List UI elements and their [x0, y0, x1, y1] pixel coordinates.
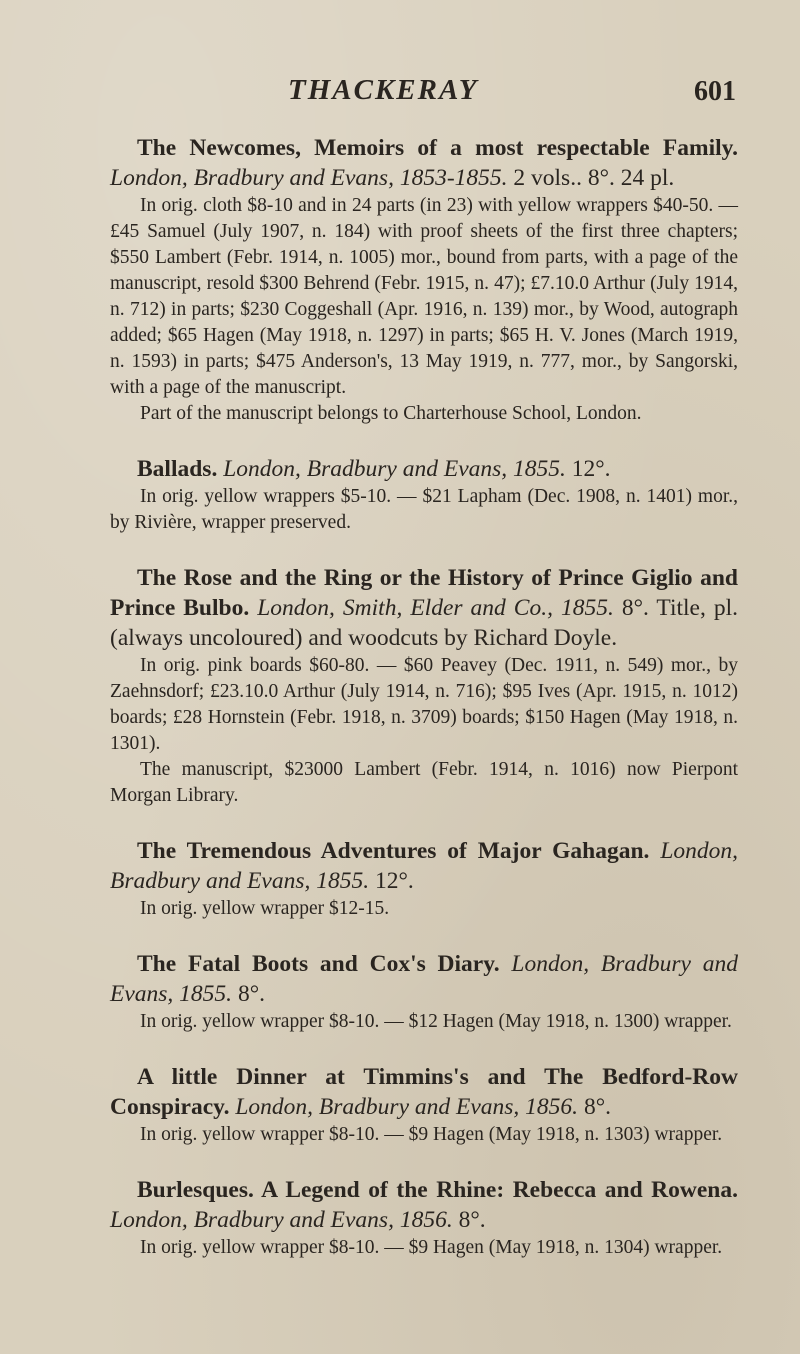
- entry-imprint: London, Bradbury and Evans, 1855.: [223, 456, 566, 482]
- entry-heading: [110, 1062, 738, 1122]
- entry-heading: [110, 133, 738, 193]
- entry-heading: [110, 836, 738, 896]
- page-number: 601: [694, 76, 736, 107]
- entry-format: 12°.: [375, 868, 414, 894]
- entry-note: In orig. yellow wrapper $8-10. — $9 Hagen (May 1918, n. 1303) wrapper.: [140, 1124, 723, 1145]
- entry-heading: [110, 1175, 738, 1235]
- entry-title: Burlesques. A Legend of the Rhine: Rebecca and Rowena.: [137, 1177, 738, 1203]
- entry-heading: [110, 949, 738, 1009]
- entry-title: The Tremendous Adventures of Major Gahagan.: [137, 838, 650, 864]
- entry-format: 8°.: [458, 1207, 486, 1233]
- entry-note: In orig. pink boards $60-80. — $60 Peavey (Dec. 1911, n. 549) mor., by Zaehnsdorf; £23.10.0 Arthur (July 1914, n. 716); $95 Ives (Apr. 1915, n. 1012) boards; £28 Hornstein (Febr. 1918, n. 3709) boards; $150 Hagen (May 1918, n. 1301).: [110, 655, 738, 754]
- entry-imprint: London, Smith, Elder and Co., 1855.: [257, 595, 614, 621]
- entry-newcomes: [110, 133, 738, 427]
- entry-note: In orig. cloth $8-10 and in 24 parts (in 23) with yellow wrappers $40-50. — £45 Samuel (July 1907, n. 184) with proof sheets of the first three chapters; $550 Lambert (Febr. 1914, n. 1005) mor., bound from parts, with a page of the manuscript, resold $300 Behrend (Febr. 1915, n. 47); £7.10.0 Arthur (July 1914, n. 712) in parts; $230 Coggeshall (Apr. 1916, n. 139) mor., by Wood, autograph added; $65 Hagen (May 1918, n. 1297) in parts; $65 H. V. Jones (March 1919, n. 1593) in parts; $475 Anderson's, 13 May 1919, n. 777, mor., by Sangorski, with a page of the manuscript.: [110, 195, 738, 398]
- entry-format: 12°.: [571, 456, 611, 482]
- entry-title: A little Dinner at Timmins's and The Bedford-Row Conspiracy.: [110, 1064, 738, 1120]
- running-head: [110, 74, 736, 114]
- entry-note: In orig. yellow wrapper $12-15.: [140, 898, 390, 919]
- entry-imprint: London, Bradbury and Evans, 1853-1855.: [110, 165, 508, 191]
- entry-note: In orig. yellow wrapper $8-10. — $12 Hagen (May 1918, n. 1300) wrapper.: [140, 1011, 732, 1032]
- entry-format: 8°.: [237, 981, 265, 1007]
- entry-heading: [110, 454, 738, 484]
- entry-title: Ballads.: [137, 456, 218, 482]
- entry-format: 8°.: [583, 1094, 611, 1120]
- entry-note: In orig. yellow wrapper $8-10. — $9 Hagen (May 1918, n. 1304) wrapper.: [140, 1237, 723, 1258]
- entry-rose-and-ring: [110, 563, 738, 809]
- entry-timmins-dinner: [110, 1062, 738, 1148]
- entry-note: In orig. yellow wrappers $5-10. — $21 Lapham (Dec. 1908, n. 1401) mor., by Rivière, wrapper preserved.: [110, 486, 738, 533]
- entry-imprint: London, Bradbury and Evans, 1855.: [110, 951, 739, 1007]
- entry-major-gahagan: [110, 836, 738, 922]
- entry-title: The Newcomes, Memoirs of a most respectable Family.: [137, 135, 738, 161]
- entry-burlesques: [110, 1175, 738, 1261]
- entry-format: 8°. Title, pl. (always uncoloured) and woodcuts by Richard Doyle.: [110, 595, 738, 651]
- running-title: THACKERAY: [288, 74, 479, 106]
- bibliography-entries: [110, 133, 738, 1288]
- entry-ballads: [110, 454, 738, 536]
- entry-title: The Fatal Boots and Cox's Diary.: [137, 951, 500, 977]
- entry-heading: [110, 563, 738, 653]
- entry-imprint: London, Bradbury and Evans, 1855.: [110, 838, 739, 894]
- entry-note: The manuscript, $23000 Lambert (Febr. 1914, n. 1016) now Pierpont Morgan Library.: [110, 759, 738, 806]
- entry-title: The Rose and the Ring or the History of Prince Giglio and Prince Bulbo.: [110, 565, 738, 621]
- entry-imprint: London, Bradbury and Evans, 1856.: [235, 1094, 579, 1120]
- entry-format: 2 vols.. 8°. 24 pl.: [513, 165, 675, 191]
- entry-note: Part of the manuscript belongs to Charterhouse School, London.: [140, 403, 642, 424]
- entry-imprint: London, Bradbury and Evans, 1856.: [110, 1207, 453, 1233]
- entry-fatal-boots: [110, 949, 738, 1035]
